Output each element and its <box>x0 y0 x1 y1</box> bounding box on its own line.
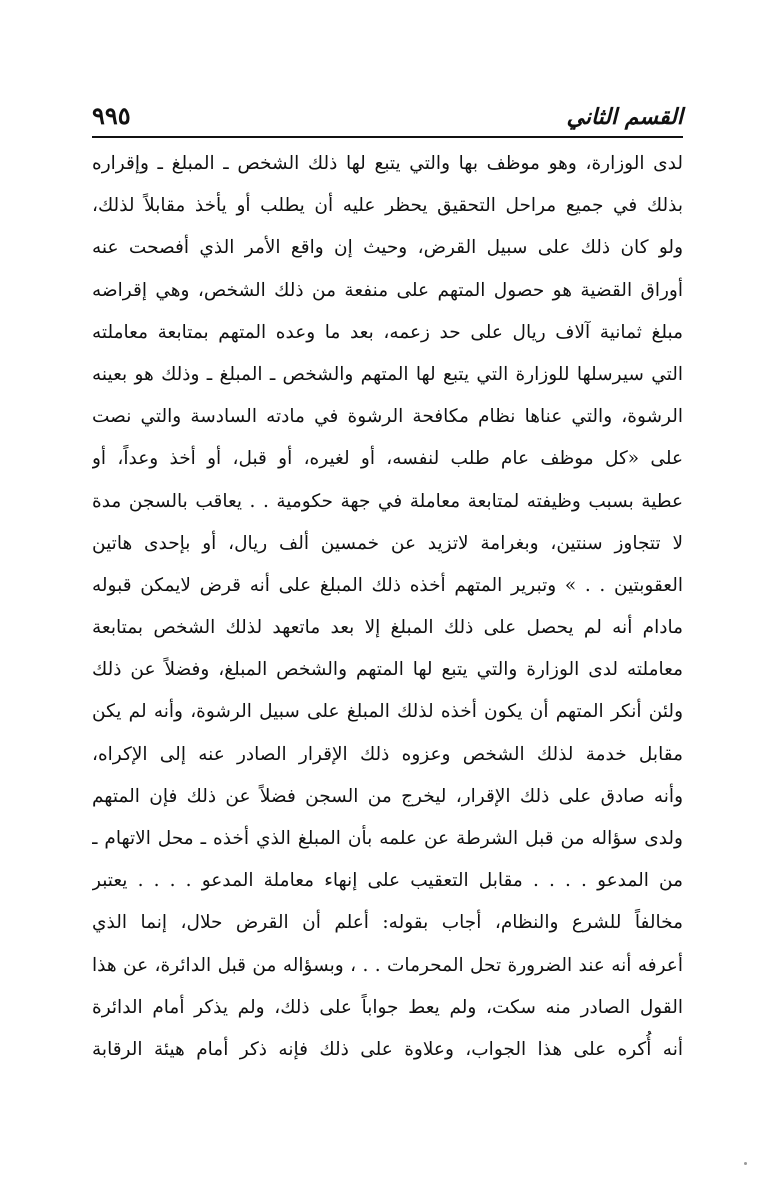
body-text <box>92 143 683 1071</box>
text-line: من المدعو . . . . مقابل التعقيب على إنهاء معاملة المدعو . . . . يعتبر <box>92 870 683 892</box>
page-number: ٩٩٥ <box>92 101 131 130</box>
text-line: ولدى سؤاله من قبل الشرطة عن علمه بأن المبلغ الذي أخذه ـ محل الاتهام ـ <box>92 828 683 849</box>
text-line: مبلغ ثمانية آلاف ريال على حد زعمه، بعد ما وعده المتهم بمتابعة معاملته <box>92 321 683 343</box>
section-title: القسم الثاني <box>566 104 683 130</box>
text-line: ولو كان ذلك على سبيل القرض، وحيث إن واقع الأمر الذي أفصحت عنه <box>92 237 683 259</box>
text-line: ولئن أنكر المتهم أن يكون أخذه لذلك المبلغ على سبيل الرشوة، وأنه لم يكن <box>92 701 683 723</box>
text-line: لا تتجاوز سنتين، وبغرامة لاتزيد عن خمسين ألف ريال، أو بإحدى هاتين <box>92 532 683 554</box>
scan-speck <box>744 1162 747 1165</box>
text-line: مخالفاً للشرع والنظام، أجاب بقوله: أعلم أن القرض حلال، إنما الذي <box>92 912 683 934</box>
text-line: العقوبتين . . » وتبرير المتهم أخذه ذلك المبلغ على أنه قرض لايمكن قبوله <box>92 574 683 596</box>
text-line: التي سيرسلها للوزارة التي يتبع لها المتهم والشخص ـ المبلغ ـ وذلك هو بعينه <box>92 363 683 385</box>
page-header <box>92 92 683 136</box>
text-line: معاملته لدى الوزارة والتي يتبع لها المتهم والشخص المبلغ، وفضلاً عن ذلك <box>92 659 683 681</box>
text-line: مقابل خدمة لذلك الشخص وعزوه ذلك الإقرار الصادر عنه إلى الإكراه، <box>92 743 683 765</box>
text-line: بذلك في جميع مراحل التحقيق يحظر عليه أن يطلب أو يأخذ مقابلاً لذلك، <box>92 195 683 217</box>
text-line: عطية بسبب وظيفته لمتابعة معاملة في جهة حكومية . . يعاقب بالسجن مدة <box>92 490 683 512</box>
text-line: مادام أنه لم يحصل على ذلك المبلغ إلا بعد ماتعهد لذلك الشخص بمتابعة <box>92 617 683 639</box>
text-line: أوراق القضية هو حصول المتهم على منفعة من ذلك الشخص، وهي إقراضه <box>92 279 683 301</box>
text-line: أعرفه أنه عند الضرورة تحل المحرمات . . ، وبسؤاله من قبل الدائرة، عن هذا <box>92 954 683 976</box>
text-line: لدى الوزارة، وهو موظف بها والتي يتبع لها ذلك الشخص ـ المبلغ ـ وإقراره <box>92 153 683 174</box>
text-line: القول الصادر منه سكت، ولم يعط جواباً على ذلك، ولم يذكر أمام الدائرة <box>92 996 683 1018</box>
header-divider <box>92 136 683 138</box>
text-line: وأنه صادق على ذلك الإقرار، ليخرج من السجن فضلاً عن ذلك فإن المتهم <box>92 785 683 807</box>
text-line: على «كل موظف عام طلب لنفسه، أو لغيره، أو قبل، أو أخذ وعداً، أو <box>92 448 683 470</box>
text-line: أنه أُكره على هذا الجواب، وعلاوة على ذلك فإنه ذكر أمام هيئة الرقابة <box>92 1038 683 1060</box>
text-line: الرشوة، والتي عناها نظام مكافحة الرشوة في مادته السادسة والتي نصت <box>92 406 683 428</box>
